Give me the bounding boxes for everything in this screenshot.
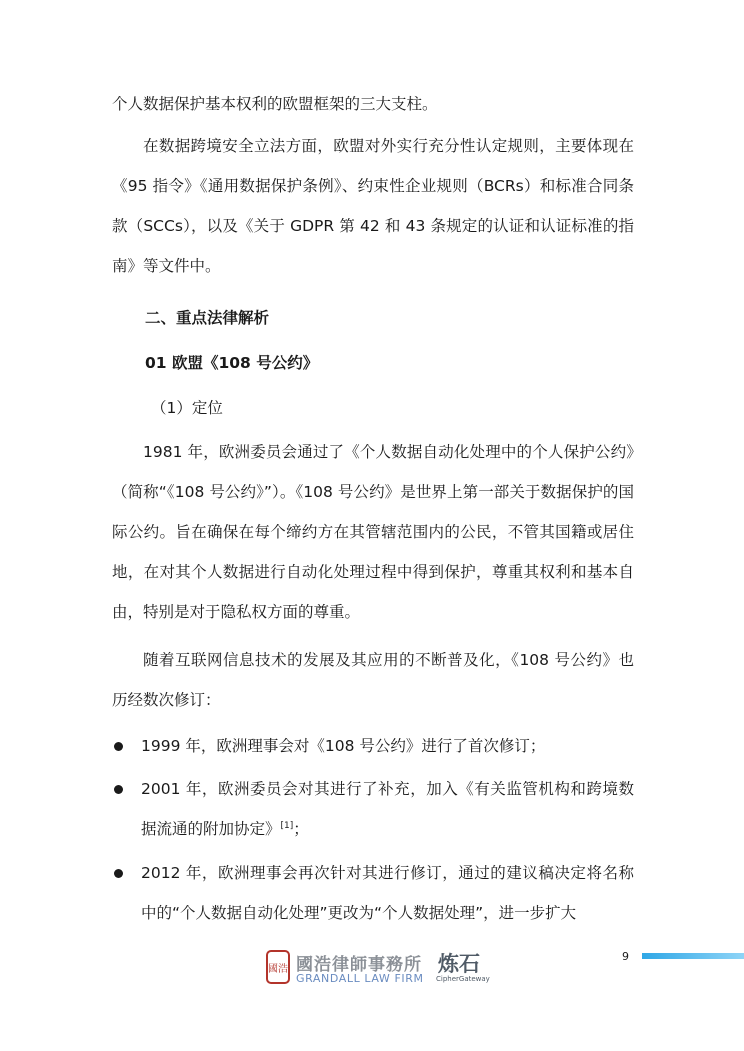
bullet-icon xyxy=(114,785,123,794)
firm-name-cn: 國浩律師事務所 xyxy=(296,955,422,975)
paragraph-cross-border: 在数据跨境安全立法方面，欧盟对外实行充分性认定规则，主要体现在《95 指令》《通用数据保护条例》、约束性企业规则（BCRs）和标准合同条款（SCCs），以及《关于 GDPR 第 42 和 43 条规定的认证和认证标准的指南》等文件中。 xyxy=(112,137,634,275)
bullet-icon xyxy=(114,869,123,878)
paragraph-revisions: 随着互联网信息技术的发展及其应用的不断普及化，《108 号公约》也历经数次修订： xyxy=(112,651,634,709)
page-number: 9 xyxy=(622,950,629,963)
grandall-seal-icon: 國浩 xyxy=(266,950,290,984)
paragraph-intro-end: 个人数据保护基本权利的欧盟框架的三大支柱。 xyxy=(112,95,438,113)
item-heading: （1）定位 xyxy=(151,399,223,417)
firm-name-en: GRANDALL LAW FIRM xyxy=(296,972,424,985)
subsection-heading: 01 欧盟《108 号公约》 xyxy=(145,354,319,372)
paragraph-convention-108: 1981 年，欧洲委员会通过了《个人数据自动化处理中的个人保护公约》（简称“《108 号公约》”）。《108 号公约》是世界上第一部关于数据保护的国际公约。旨在确保在每个缔约方在其管辖范围内的公民，不管其国籍或居住地，在对其个人数据进行自动化处理过程中得到保护，尊重其权利和基本自由，特别是对于隐私权方面的尊重。 xyxy=(112,443,634,621)
section-heading: 二、重点法律解析 xyxy=(145,309,270,327)
list-item-text: 2012 年，欧洲理事会再次针对其进行修订，通过的建议稿决定将名称中的“个人数据自动化处理”更改为“个人数据处理”，进一步扩大 xyxy=(141,864,634,922)
list-item-tail: ； xyxy=(293,820,309,838)
footer-logos xyxy=(266,948,506,988)
footnote-ref[interactable]: [1] xyxy=(280,820,294,831)
page-accent-bar xyxy=(642,953,744,959)
list-item-text xyxy=(141,769,634,849)
partner-logo-en: CipherGateway xyxy=(436,975,490,983)
list-item-body: 2001 年，欧洲委员会对其进行了补充，加入《有关监管机构和跨境数据流通的附加协定》 xyxy=(141,780,634,838)
partner-logo-cn: 炼石 xyxy=(438,952,480,976)
list-item-text: 1999 年，欧洲理事会对《108 号公约》进行了首次修订； xyxy=(141,737,546,755)
bullet-icon xyxy=(114,742,123,751)
